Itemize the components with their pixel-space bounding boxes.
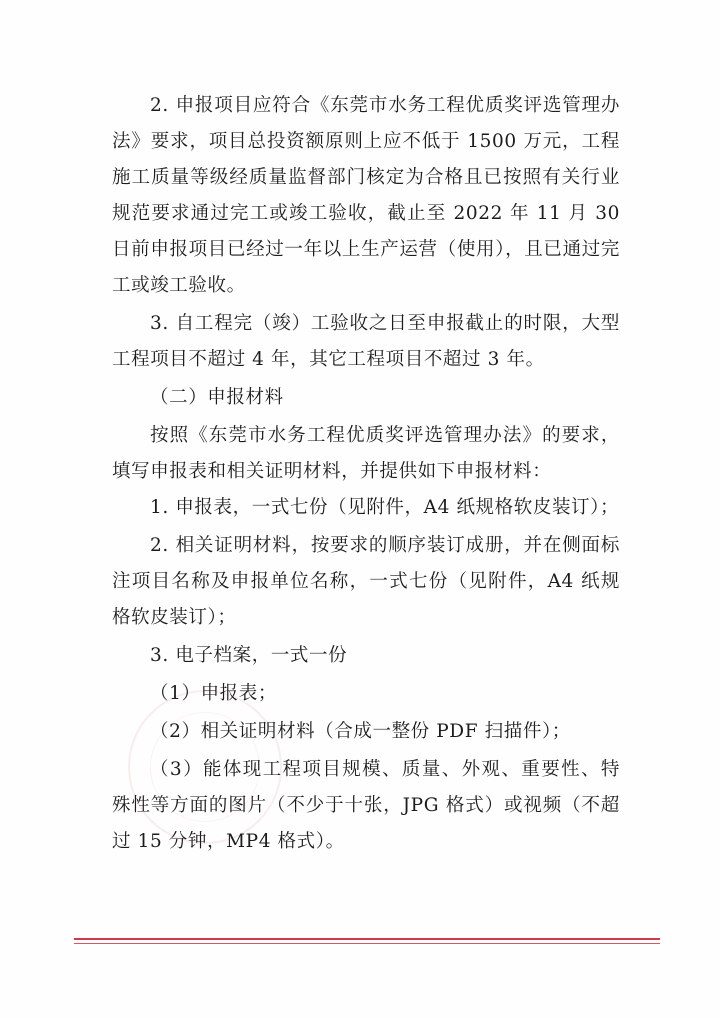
sub-item-application-form: （1）申报表；: [150, 683, 277, 704]
document-body: [112, 88, 620, 860]
paragraph-requirement-2: 2. 申报项目应符合《东莞市水务工程优质奖评选管理办法》要求，项目总投资额原则上应不低于 1500 万元，工程施工质量等级经质量监督部门核定为合格且已按照有关行业规范要求通过完工或竣工验收，截止至 2022 年 11 月 30 日前申报项目已经过一年以上生产运营（使用），且已通过完工或竣工验收。: [112, 95, 620, 296]
section-heading-materials: （二）申报材料: [150, 387, 284, 408]
footer-red-rule-thin: [74, 943, 660, 944]
list-item-electronic-archive: 3. 电子档案，一式一份: [150, 645, 348, 666]
list-item-supporting-materials: 2. 相关证明材料，按要求的顺序装订成册，并在侧面标注项目名称及申报单位名称，一式七份（见附件，A4 纸规格软皮装订）；: [112, 535, 620, 628]
sub-item-images-video: （3）能体现工程项目规模、质量、外观、重要性、特殊性等方面的图片（不少于十张，JPG 格式）或视频（不超过 15 分钟，MP4 格式）。: [112, 759, 620, 852]
paragraph-requirement-3: 3. 自工程完（竣）工验收之日至申报截止的时限，大型工程项目不超过 4 年，其它工程项目不超过 3 年。: [112, 313, 620, 370]
footer-red-rule: [74, 938, 660, 940]
paragraph-materials-intro: 按照《东莞市水务工程优质奖评选管理办法》的要求，填写申报表和相关证明材料，并提供如下申报材料：: [112, 425, 620, 482]
list-item-application-form: 1. 申报表，一式七份（见附件，A4 纸规格软皮装订）；: [150, 497, 620, 518]
sub-item-pdf-scan: （2）相关证明材料（合成一整份 PDF 扫描件）；: [150, 721, 571, 742]
